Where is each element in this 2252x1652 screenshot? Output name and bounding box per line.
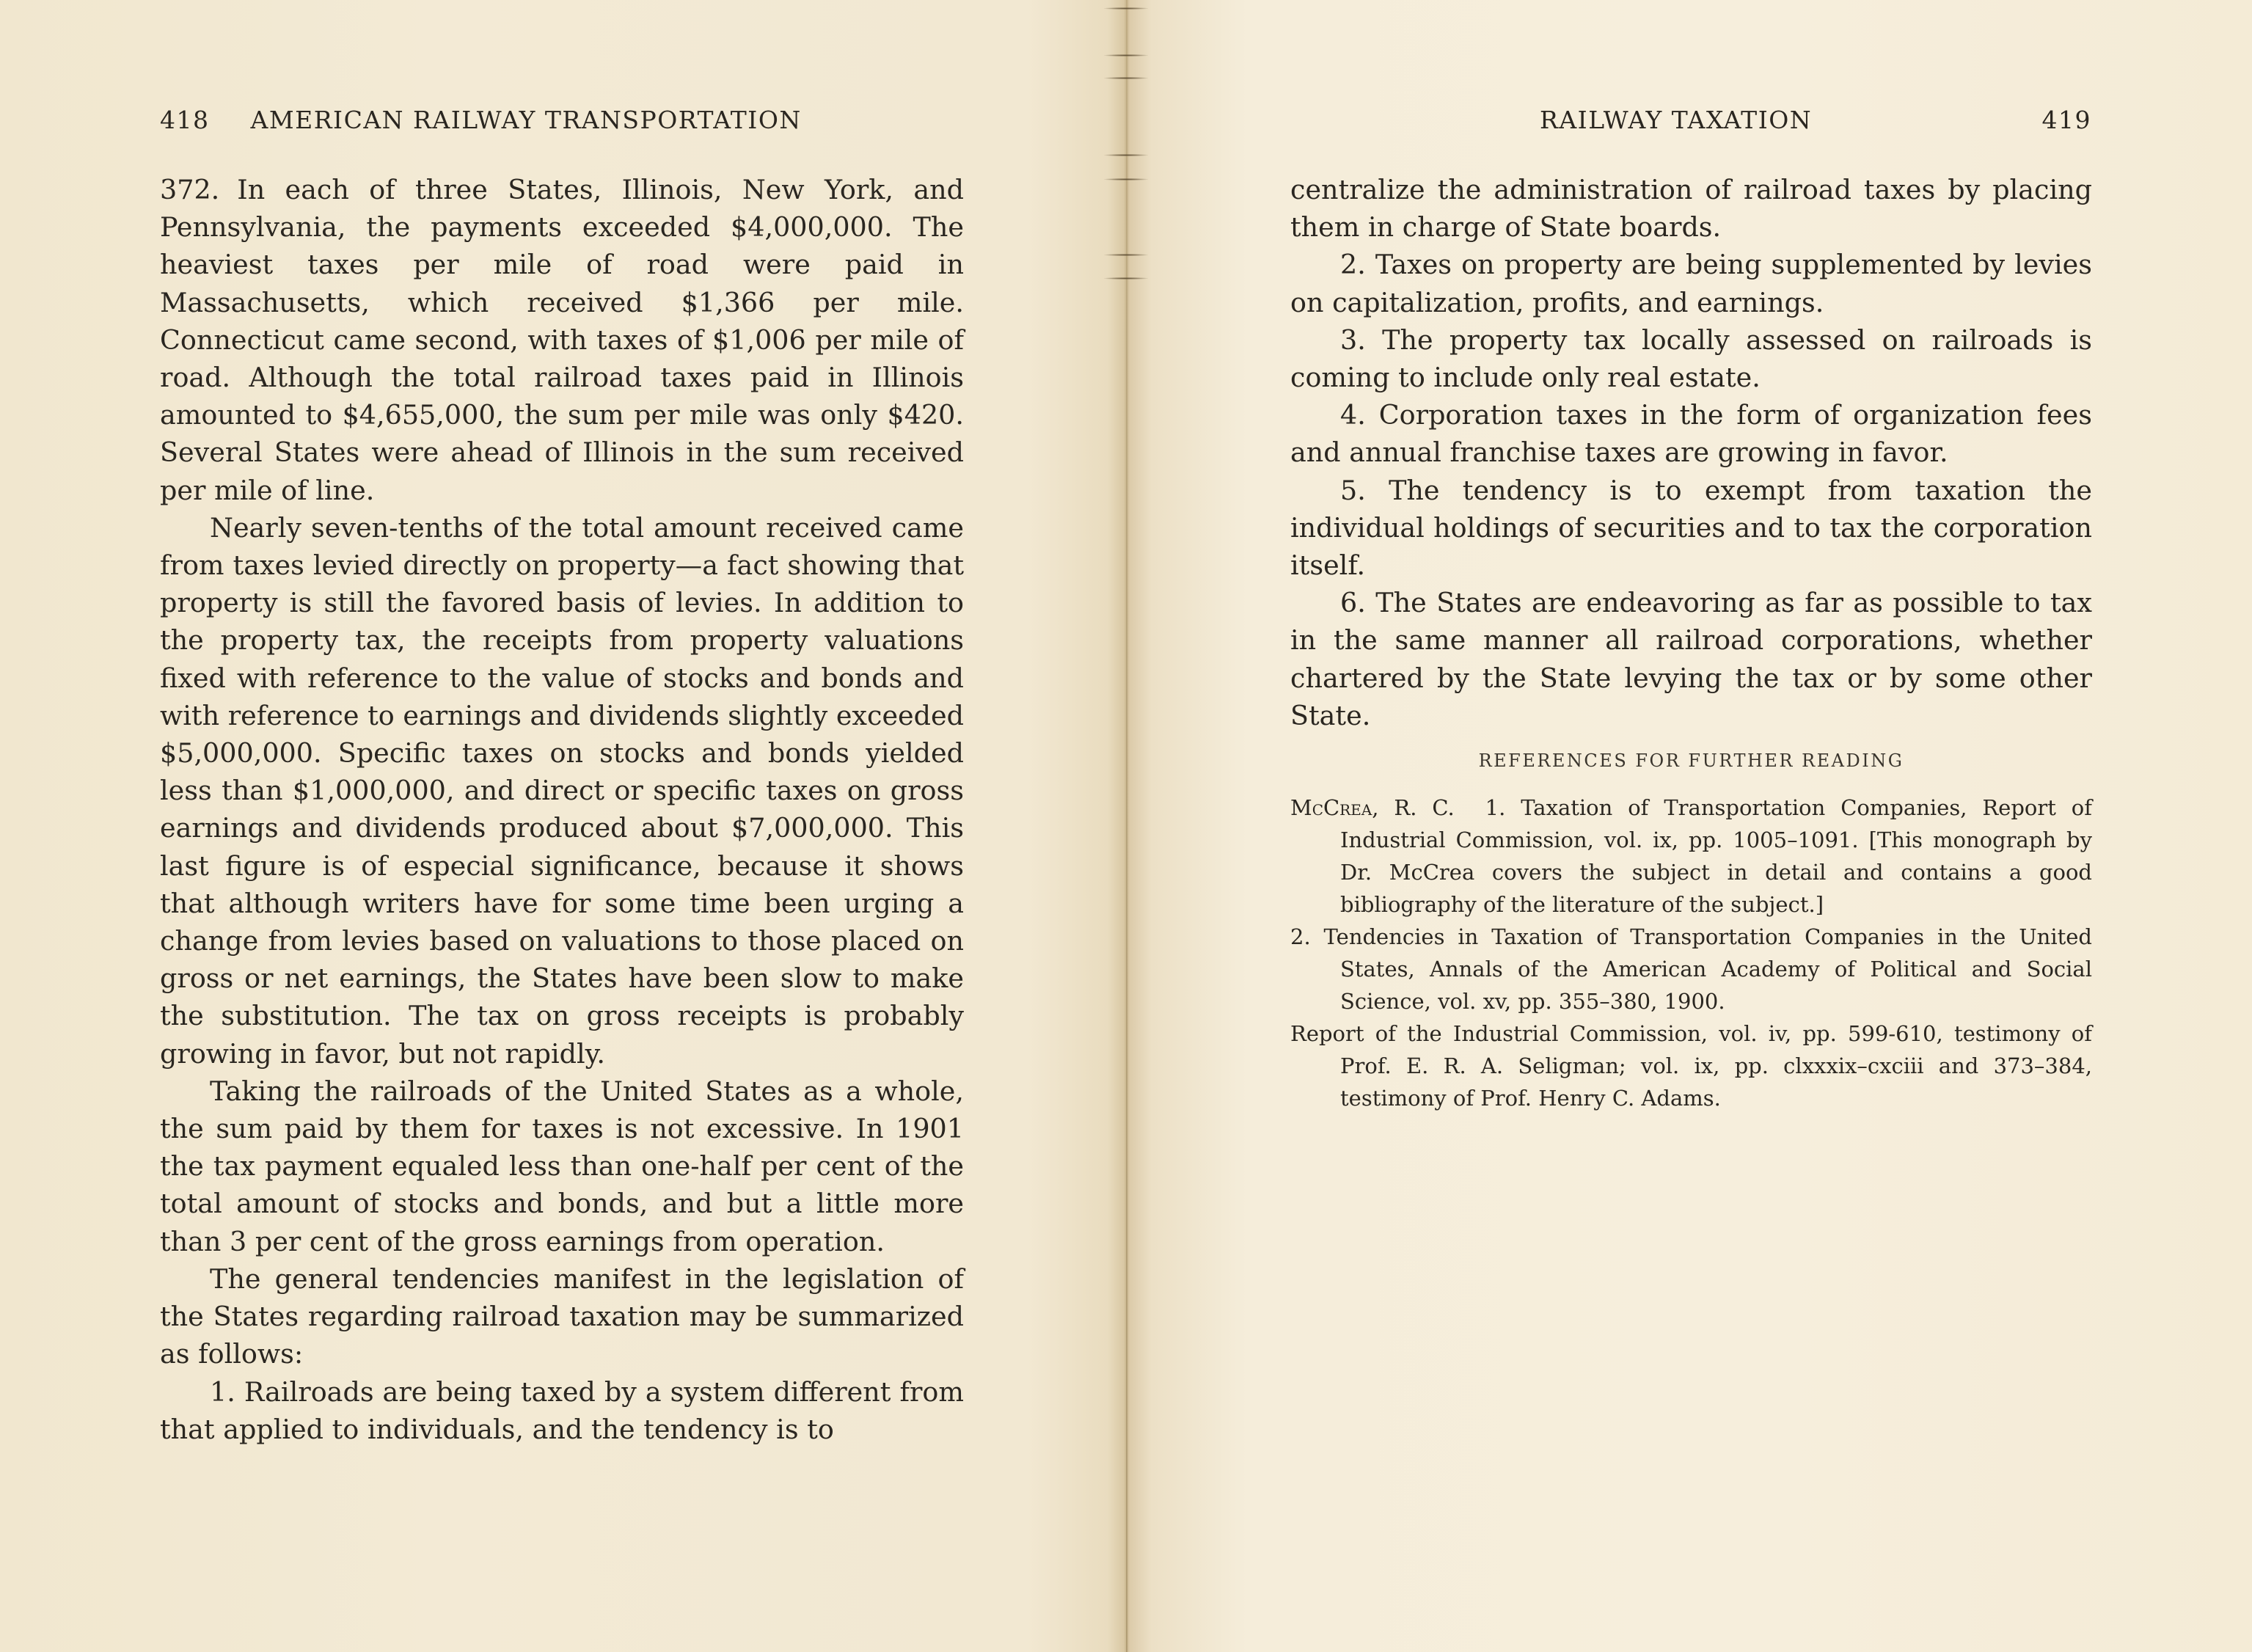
- list-item: 3. The property tax locally assessed on railroads is coming to include only real estate.: [1290, 324, 2092, 394]
- reference-item: [1290, 921, 2092, 1017]
- list-item: 4. Corporation taxes in the form of organization fees and annual franchise taxes are growing in favor.: [1290, 399, 2092, 469]
- paragraph: Nearly seven-tenths of the total amount received came from taxes levied directly on property—a fact showing that property is still the favored basis of levies. In addition to the property tax, the receipts from property valuations fixed with reference to the value of stocks and bonds and with reference to earnings and dividends slightly exceeded $5,000,000. Specific taxes on stocks and bonds yielded less than $1,000,000, and direct or specific taxes on gross earnings and dividends produced about $7,000,000. This last figure is of especial significance, because it shows that although writers have for some time been urging a change from levies based on valuations to those placed on gross or net earnings, the States have been slow to make the substitution. The tax on gross receipts is probably growing in favor, but not rapidly.: [160, 511, 964, 1070]
- references-heading: REFERENCES FOR FURTHER READING: [1478, 750, 1904, 772]
- page-number: 418: [160, 106, 210, 134]
- reference-item: [1290, 1017, 2092, 1114]
- reference-text: Report of the Industrial Commission, vol. iv, pp. 599-610, testimony of Prof. E. R. A. Seligman; vol. ix, pp. clxxxix–cxciii and 373–384, testimony of Prof. Henry C. Adams.: [1290, 1021, 2092, 1111]
- paragraph-text: In each of three States, Illinois, New York, and Pennsylvania, the payments exceeded $4,000,000. The heaviest taxes per mile of road were paid in Massachusetts, which received $1,366 per mile. Connecticut came second, with taxes of $1,006 per mile of road. Although the total railroad taxes paid in Illinois amounted to $4,655,000, the sum per mile was only $420. Several States were ahead of Illinois in the sum received per mile of line.: [160, 174, 964, 506]
- page-number: 419: [2041, 106, 2091, 134]
- right-page-body: [1290, 171, 2092, 1114]
- reference-item: [1290, 792, 2092, 921]
- reference-text: 2. Tendencies in Taxation of Transportation Companies in the United States, Annals of the American Academy of Political and Social Science, vol. xv, pp. 355–380, 1900.: [1290, 924, 2092, 1015]
- paragraph: The general tendencies manifest in the legislation of the States regarding railroad taxation may be summarized as follows:: [160, 1262, 964, 1370]
- paragraph-continuation: centralize the administration of railroad taxes by placing them in charge of State boards.: [1290, 174, 2092, 244]
- running-head-left: [160, 103, 802, 138]
- list-item: 1. Railroads are being taxed by a system different from that applied to individuals, and the tendency is to: [160, 1375, 964, 1445]
- left-page-body: [160, 171, 964, 1448]
- section-number: 372.: [160, 174, 220, 205]
- paragraph-372: [160, 171, 964, 509]
- list-item: 2. Taxes on property are being supplemented by levies on capitalization, profits, and earnings.: [1290, 249, 2092, 318]
- list-item: 6. The States are endeavoring as far as possible to tax in the same manner all railroad corporations, whether chartered by the State levying the tax or by some other State.: [1290, 587, 2092, 731]
- right-page: [1127, 0, 2252, 1652]
- reference-author: McCrea, R. C.: [1290, 795, 1455, 821]
- running-head-title: AMERICAN RAILWAY TRANSPORTATION: [250, 106, 802, 134]
- paragraph: Taking the railroads of the United States as a whole, the sum paid by them for taxes is not excessive. In 1901 the tax payment equaled less than one-half per cent of the total amount of stocks and bonds, and but a little more than 3 per cent of the gross earnings from operation.: [160, 1075, 964, 1257]
- running-head-title: RAILWAY TAXATION: [1540, 106, 1813, 134]
- reference-text: 1. Taxation of Transportation Companies, Report of Industrial Commission, vol. ix, pp. 1005–1091. [This monograph by Dr. McCrea covers the subject in detail and contains a good bibliography of the literature of the subject.]: [1340, 795, 2092, 918]
- list-item: 5. The tendency is to exempt from taxation the individual holdings of securities and to tax the corporation itself.: [1290, 474, 2092, 582]
